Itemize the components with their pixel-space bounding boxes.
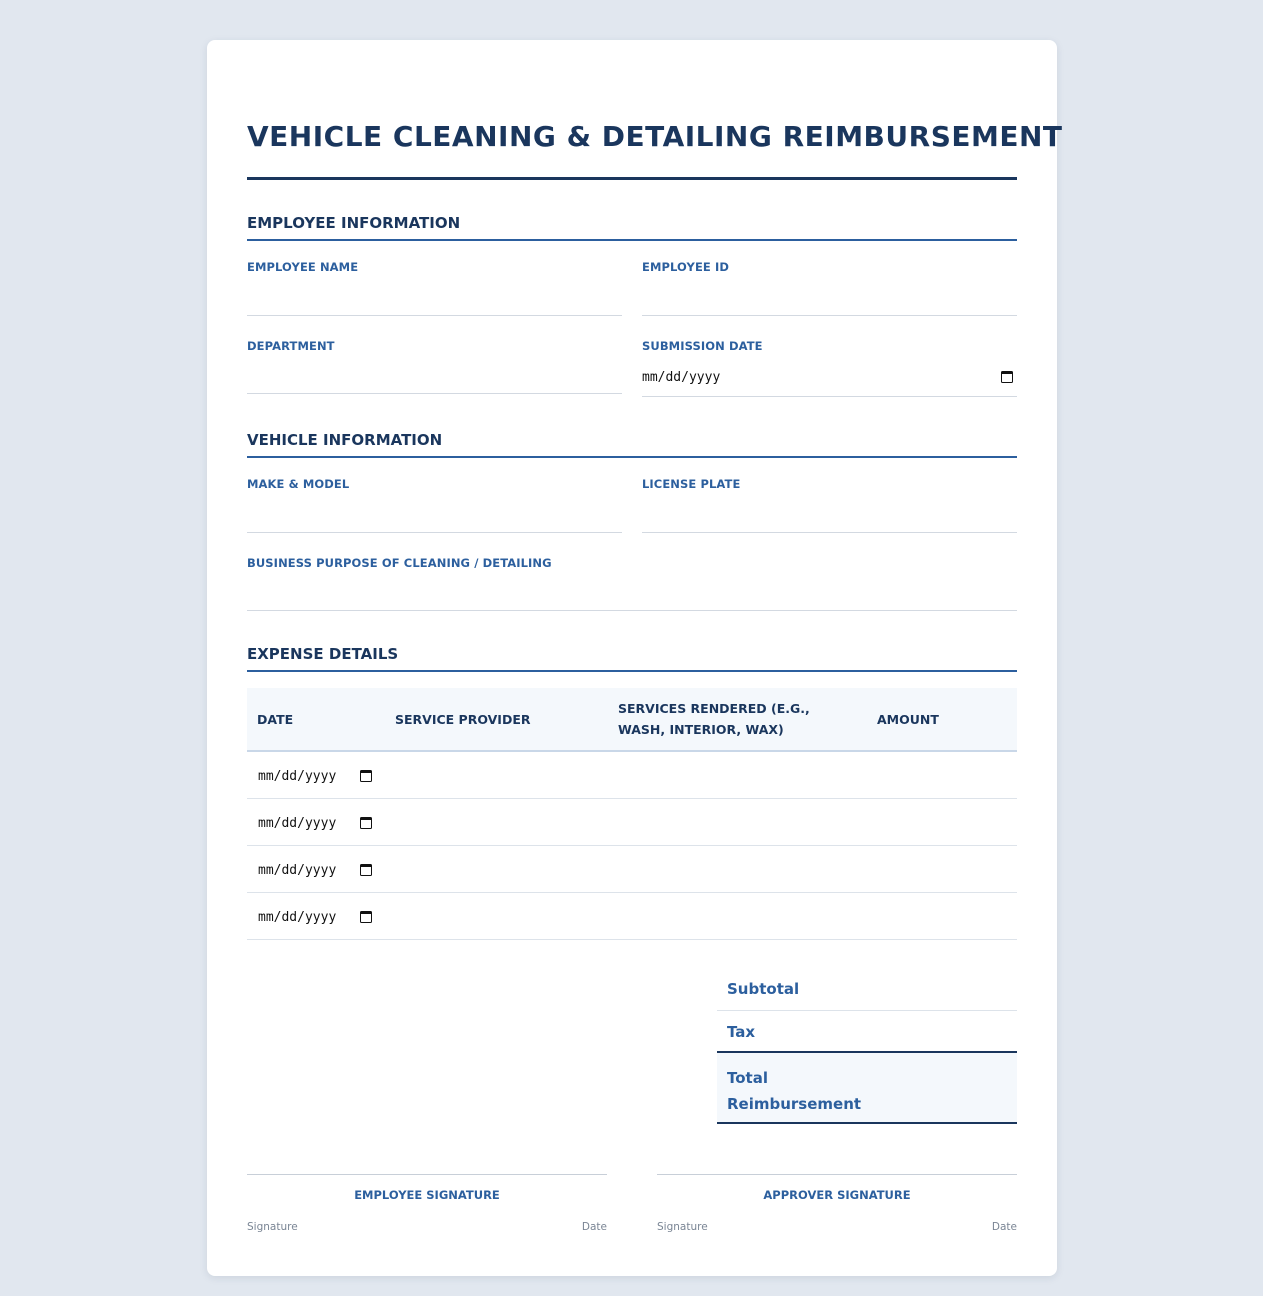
calendar-icon[interactable] xyxy=(360,770,372,782)
row-date-input[interactable]: mm/dd/yyyy xyxy=(258,863,337,878)
employee-signature-label: Signature xyxy=(247,1221,298,1233)
column-header-date: DATE xyxy=(257,712,294,727)
form-card xyxy=(207,40,1063,1276)
employee-signature-title: EMPLOYEE SIGNATURE xyxy=(354,1188,500,1202)
title-divider xyxy=(247,177,1017,180)
employee-name-field[interactable] xyxy=(247,260,622,316)
approver-date-label: Date xyxy=(991,1221,1017,1233)
submission-date-label: SUBMISSION DATE xyxy=(642,339,763,353)
total-label-line2: Reimbursement xyxy=(727,1095,862,1113)
department-label: DEPARTMENT xyxy=(247,339,335,353)
license-plate-field[interactable] xyxy=(642,477,1017,533)
approver-signature-block[interactable] xyxy=(657,1174,1017,1233)
tax-label: Tax xyxy=(727,1023,756,1041)
column-header-amount: AMOUNT xyxy=(877,712,939,727)
make-model-label: MAKE & MODEL xyxy=(247,477,350,491)
section-vehicle-title: VEHICLE INFORMATION xyxy=(247,431,1017,458)
business-purpose-underline xyxy=(247,610,1017,611)
business-purpose-label: BUSINESS PURPOSE OF CLEANING / DETAILING xyxy=(247,556,552,570)
employee-id-field[interactable] xyxy=(642,260,1017,316)
make-model-underline xyxy=(247,532,622,533)
form-title: VEHICLE CLEANING & DETAILING REIMBURSEMENT xyxy=(247,120,1063,153)
table-row xyxy=(247,752,1017,799)
approver-signature-line xyxy=(657,1174,1017,1175)
employee-date-label: Date xyxy=(581,1221,607,1233)
table-row xyxy=(247,799,1017,846)
employee-name-label: EMPLOYEE NAME xyxy=(247,260,359,274)
calendar-icon[interactable] xyxy=(1001,371,1013,383)
approver-signature-label: Signature xyxy=(657,1221,708,1233)
department-underline xyxy=(247,393,622,394)
department-field[interactable] xyxy=(247,339,622,395)
total-reimbursement-label xyxy=(727,1065,861,1117)
column-header-services-rendered: SERVICES RENDERED (E.G., WASH, INTERIOR, WAX) xyxy=(618,701,810,737)
submission-date-underline xyxy=(642,396,1017,397)
total-reimbursement-row xyxy=(717,1053,1017,1124)
table-row xyxy=(247,846,1017,893)
subtotal-label: Subtotal xyxy=(727,980,800,998)
employee-signature-block[interactable] xyxy=(247,1174,607,1233)
calendar-icon[interactable] xyxy=(360,911,372,923)
row-date-input[interactable]: mm/dd/yyyy xyxy=(258,816,337,831)
approver-signature-title: APPROVER SIGNATURE xyxy=(763,1188,911,1202)
employee-signature-line xyxy=(247,1174,607,1175)
make-model-field[interactable] xyxy=(247,477,622,533)
submission-date-input[interactable]: mm/dd/yyyy xyxy=(642,370,721,385)
business-purpose-field[interactable] xyxy=(247,556,1017,611)
employee-id-underline xyxy=(642,315,1017,316)
license-plate-label: LICENSE PLATE xyxy=(642,477,741,491)
calendar-icon[interactable] xyxy=(360,864,372,876)
column-header-service-provider: SERVICE PROVIDER xyxy=(395,712,531,727)
calendar-icon[interactable] xyxy=(360,817,372,829)
employee-name-underline xyxy=(247,315,622,316)
tax-row xyxy=(717,1011,1017,1053)
employee-id-label: EMPLOYEE ID xyxy=(642,260,729,274)
row-date-input[interactable]: mm/dd/yyyy xyxy=(258,910,337,925)
expense-table-header xyxy=(247,688,1017,752)
row-date-input[interactable]: mm/dd/yyyy xyxy=(258,769,337,784)
total-label-line1: Total xyxy=(727,1069,768,1087)
subtotal-row xyxy=(717,968,1017,1011)
section-expenses-title: EXPENSE DETAILS xyxy=(247,645,1017,672)
section-employee-title: EMPLOYEE INFORMATION xyxy=(247,214,1017,241)
license-plate-underline xyxy=(642,532,1017,533)
submission-date-field[interactable] xyxy=(642,339,1017,397)
table-row xyxy=(247,893,1017,940)
